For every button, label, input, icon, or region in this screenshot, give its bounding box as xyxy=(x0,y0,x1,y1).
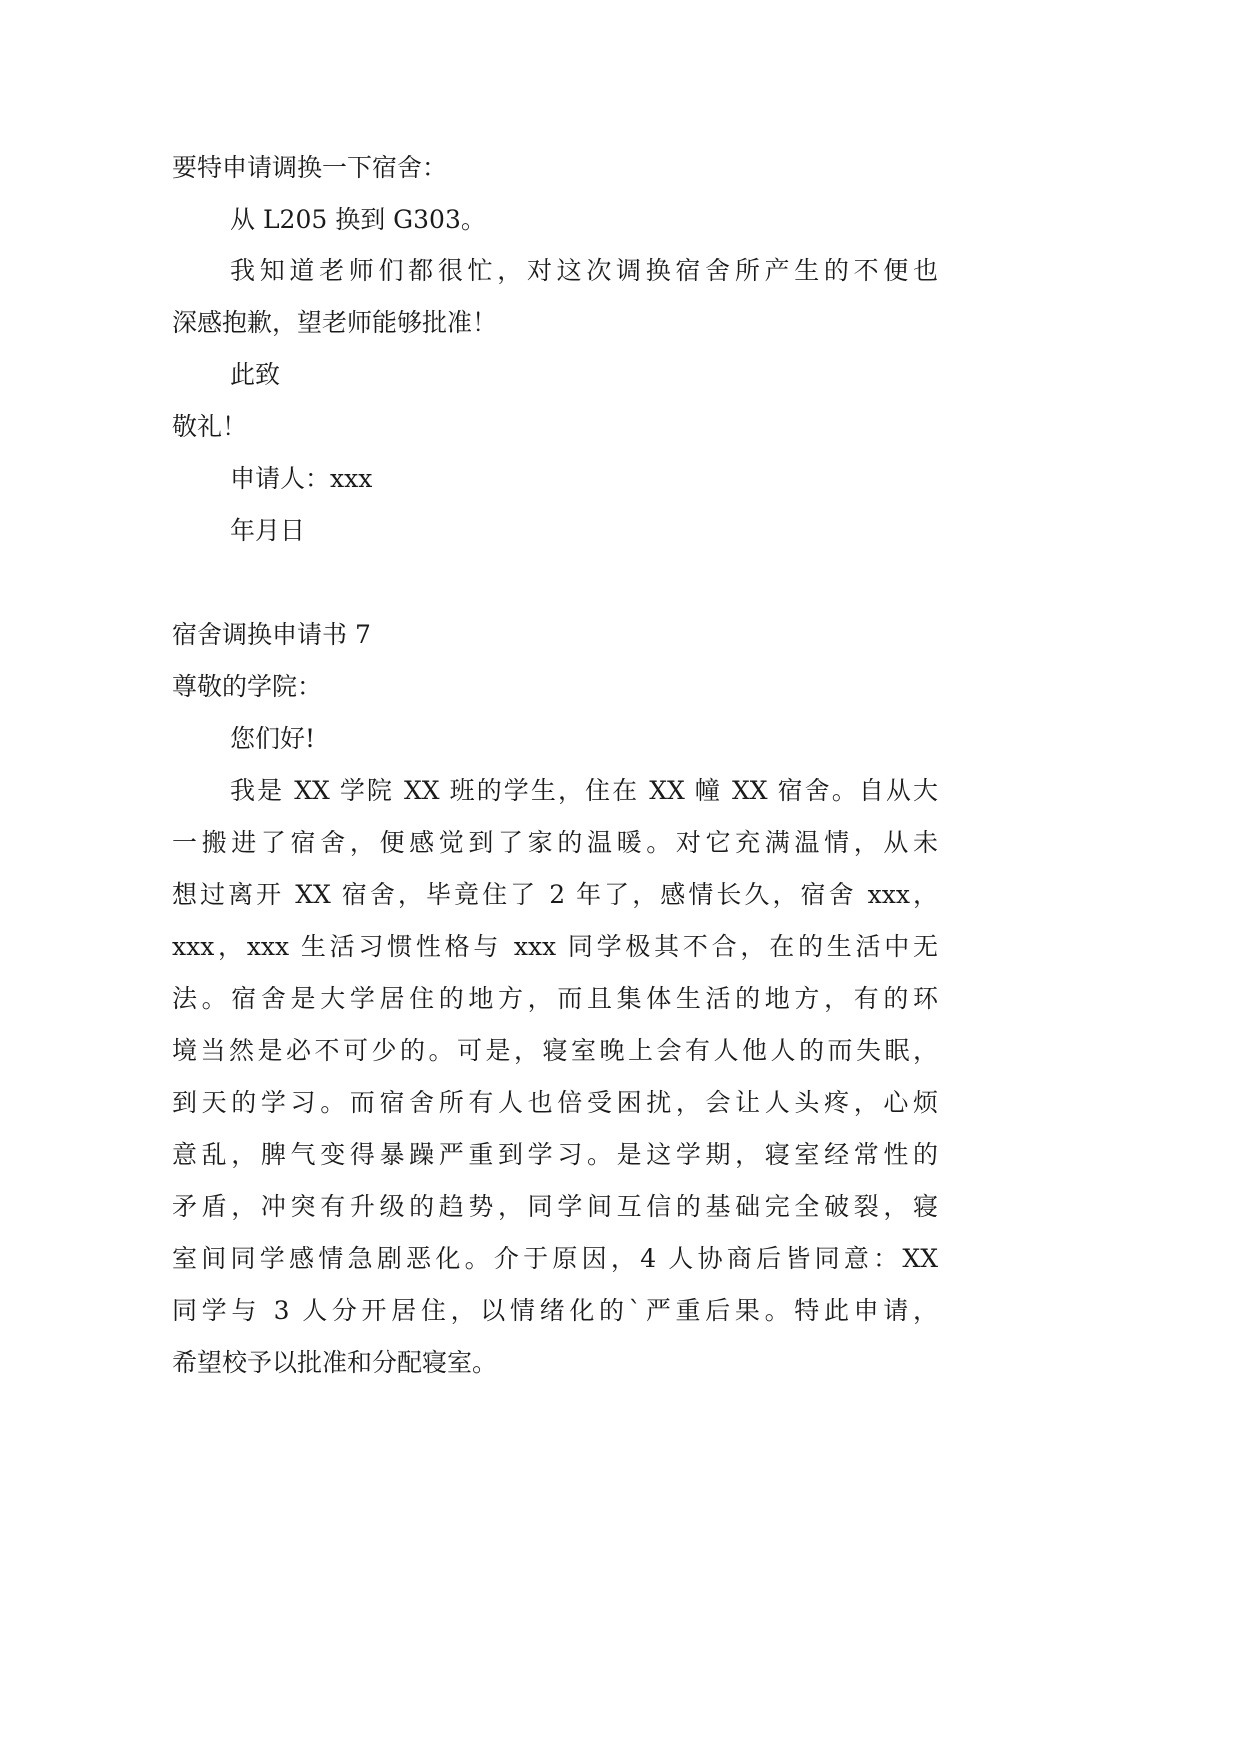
text-line: 您们好! xyxy=(230,724,316,753)
text-line: 一搬进了宿舍，便感觉到了家的温暖。对它充满温情，从未 xyxy=(172,828,938,857)
text-line: 我知道老师们都很忙，对这次调换宿舍所产生的不便也 xyxy=(230,256,938,285)
text-line: 法。宿舍是大学居住的地方，而且集体生活的地方，有的环 xyxy=(172,984,938,1013)
text-line: xxx，xxx 生活习惯性格与 xxx 同学极其不合，在的生活中无 xyxy=(172,932,938,961)
text-line: 希望校予以批准和分配寝室。 xyxy=(172,1348,498,1377)
text-line: 深感抱歉，望老师能够批准！ xyxy=(172,308,498,337)
text-line: 我是 XX 学院 XX 班的学生，住在 XX 幢 XX 宿舍。自从大 xyxy=(230,776,938,805)
text-line: 要特申请调换一下宿舍： xyxy=(172,153,448,182)
text-line: 意乱，脾气变得暴躁严重到学习。是这学期，寝室经常性的 xyxy=(172,1140,938,1169)
text-line: 同学与 3 人分开居住，以情绪化的`严重后果。特此申请， xyxy=(172,1296,938,1325)
text-line: 从 L205 换到 G303。 xyxy=(230,205,486,234)
text-line: 尊敬的学院： xyxy=(172,672,323,701)
text-line: 境当然是必不可少的。可是，寝室晚上会有人他人的而失眠， xyxy=(172,1036,938,1065)
text-line: 想过离开 XX 宿舍，毕竟住了 2 年了，感情长久，宿舍 xxx， xyxy=(172,880,938,909)
text-line: 此致 xyxy=(230,360,281,389)
text-line: 矛盾，冲突有升级的趋势，同学间互信的基础完全破裂，寝 xyxy=(172,1192,938,1221)
text-line: 室间同学感情急剧恶化。介于原因，4 人协商后皆同意：XX xyxy=(172,1244,938,1273)
text-line: 申请人：xxx xyxy=(230,464,373,493)
section-title: 宿舍调换申请书 7 xyxy=(172,620,371,649)
text-line: 年月日 xyxy=(230,516,306,545)
text-line: 到天的学习。而宿舍所有人也倍受困扰，会让人头疼，心烦 xyxy=(172,1088,938,1117)
text-line: 敬礼！ xyxy=(172,412,248,441)
